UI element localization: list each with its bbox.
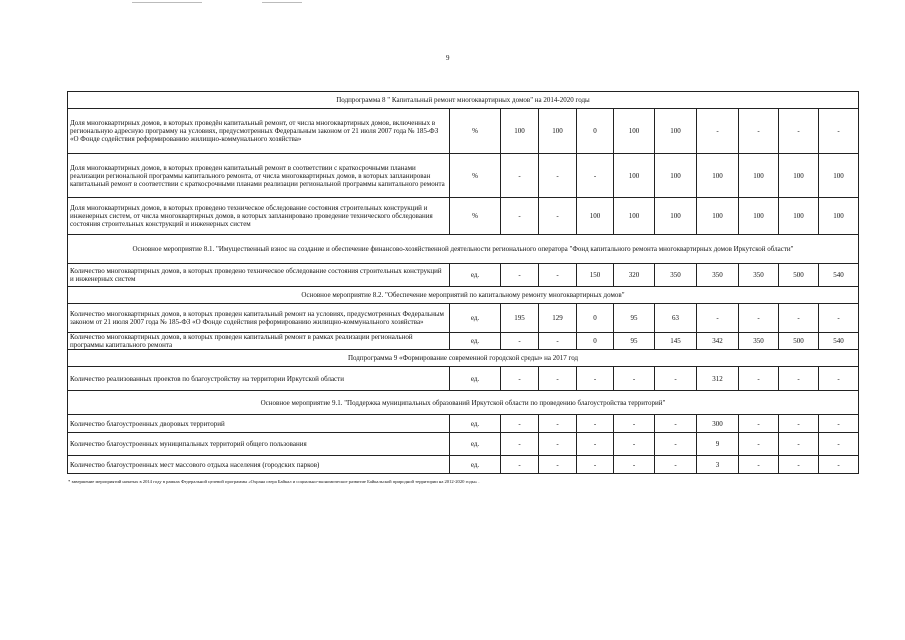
unit-cell: % <box>450 109 501 154</box>
table-row <box>68 415 859 433</box>
indicator-name: Доля многоквартирных домов, в которых проведено техническое обследование состояния строительных конструкций и инженерных систем, от числа многоквартирных домов, в которых запланировано проведение технического обследования состояния строительных конструкций и инженерных систем <box>68 198 450 235</box>
value-cell: 540 <box>819 264 859 287</box>
value-cell: - <box>655 456 697 474</box>
value-cell: 350 <box>739 264 779 287</box>
value-cell: - <box>655 433 697 456</box>
unit-cell: ед. <box>450 415 501 433</box>
value-cell: - <box>539 333 577 350</box>
value-cell: 350 <box>655 264 697 287</box>
value-cell: - <box>539 198 577 235</box>
value-cell: - <box>739 433 779 456</box>
value-cell: - <box>539 433 577 456</box>
value-cell: - <box>539 264 577 287</box>
value-cell: 500 <box>779 333 819 350</box>
value-cell: - <box>501 333 539 350</box>
indicators-table-container <box>67 91 858 474</box>
value-cell: - <box>697 109 739 154</box>
value-cell: - <box>819 415 859 433</box>
table-row <box>68 264 859 287</box>
value-cell: - <box>501 415 539 433</box>
section-header-row <box>68 350 859 367</box>
value-cell: - <box>819 109 859 154</box>
value-cell: 312 <box>697 367 739 391</box>
value-cell: 100 <box>655 154 697 198</box>
section-header-row <box>68 235 859 264</box>
table-row <box>68 433 859 456</box>
value-cell: 100 <box>614 154 655 198</box>
indicator-name: Количество благоустроенных муниципальных территорий общего пользования <box>68 433 450 456</box>
table-body <box>68 92 859 474</box>
value-cell: 0 <box>577 333 614 350</box>
value-cell: - <box>779 433 819 456</box>
unit-cell: % <box>450 198 501 235</box>
value-cell: - <box>779 415 819 433</box>
value-cell: 9 <box>697 433 739 456</box>
value-cell: - <box>501 154 539 198</box>
value-cell: 300 <box>697 415 739 433</box>
value-cell: 100 <box>501 109 539 154</box>
section-title: Основное мероприятие 8.2. "Обеспечение мероприятий по капитальному ремонту многоквартирных домов" <box>68 287 859 304</box>
footnote: * завершение мероприятий начатых в 2014 году в рамках Федеральной целевой программы «Охрана озера Байкал и социально-экономическое развитие Байкальской природной территории на 2012-2020 годы» . <box>68 479 480 484</box>
table-row <box>68 304 859 333</box>
table-row <box>68 456 859 474</box>
unit-cell: % <box>450 154 501 198</box>
indicator-name: Доля многоквартирных домов, в которых проведен капитальный ремонт в соответствии с краткосрочными планами реализации региональной программы капитального ремонта, от числа многоквартирных домов, в которых запланирован капитальный ремонт в соответствии с краткосрочными планами реализации региональной программы капитального ремонта <box>68 154 450 198</box>
value-cell: - <box>779 456 819 474</box>
value-cell: - <box>614 456 655 474</box>
value-cell: - <box>655 367 697 391</box>
value-cell: - <box>501 264 539 287</box>
value-cell: - <box>539 154 577 198</box>
value-cell: 195 <box>501 304 539 333</box>
section-title: Подпрограмма 8 " Капитальный ремонт многоквартирных домов" на 2014-2020 годы <box>68 92 859 109</box>
value-cell: - <box>539 415 577 433</box>
value-cell: 129 <box>539 304 577 333</box>
value-cell: - <box>819 433 859 456</box>
section-title: Подпрограмма 9 «Формирование современной городской среды» на 2017 год <box>68 350 859 367</box>
section-title: Основное мероприятие 9.1. "Поддержка муниципальных образований Иркутской области по проведению благоустройства территорий" <box>68 391 859 415</box>
value-cell: 0 <box>577 304 614 333</box>
section-header-row <box>68 92 859 109</box>
value-cell: 100 <box>655 198 697 235</box>
value-cell: 100 <box>539 109 577 154</box>
section-title: Основное мероприятие 8.1. "Имущественный взнос на создание и обеспечение финансово-хозяйственной деятельности регионального оператора "Фонд капитального ремонта многоквартирных домов Иркутской области" <box>68 235 859 264</box>
value-cell: - <box>501 433 539 456</box>
value-cell: - <box>739 367 779 391</box>
value-cell: - <box>739 415 779 433</box>
page-number: 9 <box>446 54 450 62</box>
value-cell: - <box>539 456 577 474</box>
value-cell: 3 <box>697 456 739 474</box>
unit-cell: ед. <box>450 264 501 287</box>
value-cell: - <box>819 456 859 474</box>
value-cell: - <box>577 456 614 474</box>
value-cell: 100 <box>697 154 739 198</box>
section-header-row <box>68 287 859 304</box>
value-cell: - <box>779 367 819 391</box>
value-cell: 100 <box>697 198 739 235</box>
table-row <box>68 109 859 154</box>
value-cell: - <box>501 198 539 235</box>
value-cell: - <box>779 109 819 154</box>
value-cell: 100 <box>739 198 779 235</box>
indicator-name: Количество реализованных проектов по благоустройству на территории Иркутской области <box>68 367 450 391</box>
value-cell: - <box>819 367 859 391</box>
value-cell: 100 <box>819 198 859 235</box>
value-cell: - <box>739 456 779 474</box>
value-cell: - <box>655 415 697 433</box>
unit-cell: ед. <box>450 433 501 456</box>
indicator-name: Количество многоквартирных домов, в которых проведено техническое обследование состояния строительных конструкций и инженерных систем <box>68 264 450 287</box>
indicator-name: Доля многоквартирных домов, в которых проведён капитальный ремонт, от числа многоквартирных домов, включенных в региональную адресную программу на условиях, предусмотренных Федеральным законом от 21 июля 2007 года № 185-ФЗ «О Фонде содействия реформированию жилищно-коммунального хозяйства» <box>68 109 450 154</box>
value-cell: - <box>697 304 739 333</box>
value-cell: 0 <box>577 109 614 154</box>
value-cell: - <box>539 367 577 391</box>
unit-cell: ед. <box>450 367 501 391</box>
value-cell: 100 <box>779 198 819 235</box>
value-cell: - <box>819 304 859 333</box>
value-cell: 350 <box>697 264 739 287</box>
value-cell: 95 <box>614 304 655 333</box>
table-row <box>68 198 859 235</box>
table-row <box>68 367 859 391</box>
unit-cell: ед. <box>450 304 501 333</box>
value-cell: - <box>614 415 655 433</box>
unit-cell: ед. <box>450 333 501 350</box>
value-cell: 540 <box>819 333 859 350</box>
value-cell: 100 <box>614 198 655 235</box>
value-cell: 100 <box>779 154 819 198</box>
value-cell: 150 <box>577 264 614 287</box>
value-cell: 500 <box>779 264 819 287</box>
table-row <box>68 154 859 198</box>
indicator-name: Количество благоустроенных мест массового отдыха населения (городских парков) <box>68 456 450 474</box>
value-cell: - <box>614 433 655 456</box>
scan-artifact <box>262 2 302 3</box>
value-cell: 100 <box>819 154 859 198</box>
scan-artifact <box>132 2 202 3</box>
indicators-table <box>67 91 859 474</box>
value-cell: - <box>577 415 614 433</box>
value-cell: - <box>577 433 614 456</box>
section-header-row <box>68 391 859 415</box>
value-cell: 320 <box>614 264 655 287</box>
value-cell: 63 <box>655 304 697 333</box>
value-cell: - <box>577 154 614 198</box>
value-cell: 145 <box>655 333 697 350</box>
indicator-name: Количество многоквартирных домов, в которых проведен капитальный ремонт на условиях, предусмотренных Федеральным законом от 21 июля 2007 года № 185-ФЗ «О Фонде содействия реформированию жилищно-коммунального хозяйства» <box>68 304 450 333</box>
indicator-name: Количество благоустроенных дворовых территорий <box>68 415 450 433</box>
unit-cell: ед. <box>450 456 501 474</box>
value-cell: - <box>739 109 779 154</box>
indicator-name: Количество многоквартирных домов, в которых проведен капитальный ремонт в рамках реализации региональной программы капитального ремонта <box>68 333 450 350</box>
value-cell: - <box>501 456 539 474</box>
value-cell: 100 <box>739 154 779 198</box>
value-cell: 350 <box>739 333 779 350</box>
value-cell: - <box>779 304 819 333</box>
value-cell: - <box>577 367 614 391</box>
value-cell: 95 <box>614 333 655 350</box>
value-cell: 342 <box>697 333 739 350</box>
value-cell: - <box>739 304 779 333</box>
value-cell: 100 <box>655 109 697 154</box>
value-cell: 100 <box>577 198 614 235</box>
value-cell: - <box>501 367 539 391</box>
table-row <box>68 333 859 350</box>
value-cell: 100 <box>614 109 655 154</box>
value-cell: - <box>614 367 655 391</box>
